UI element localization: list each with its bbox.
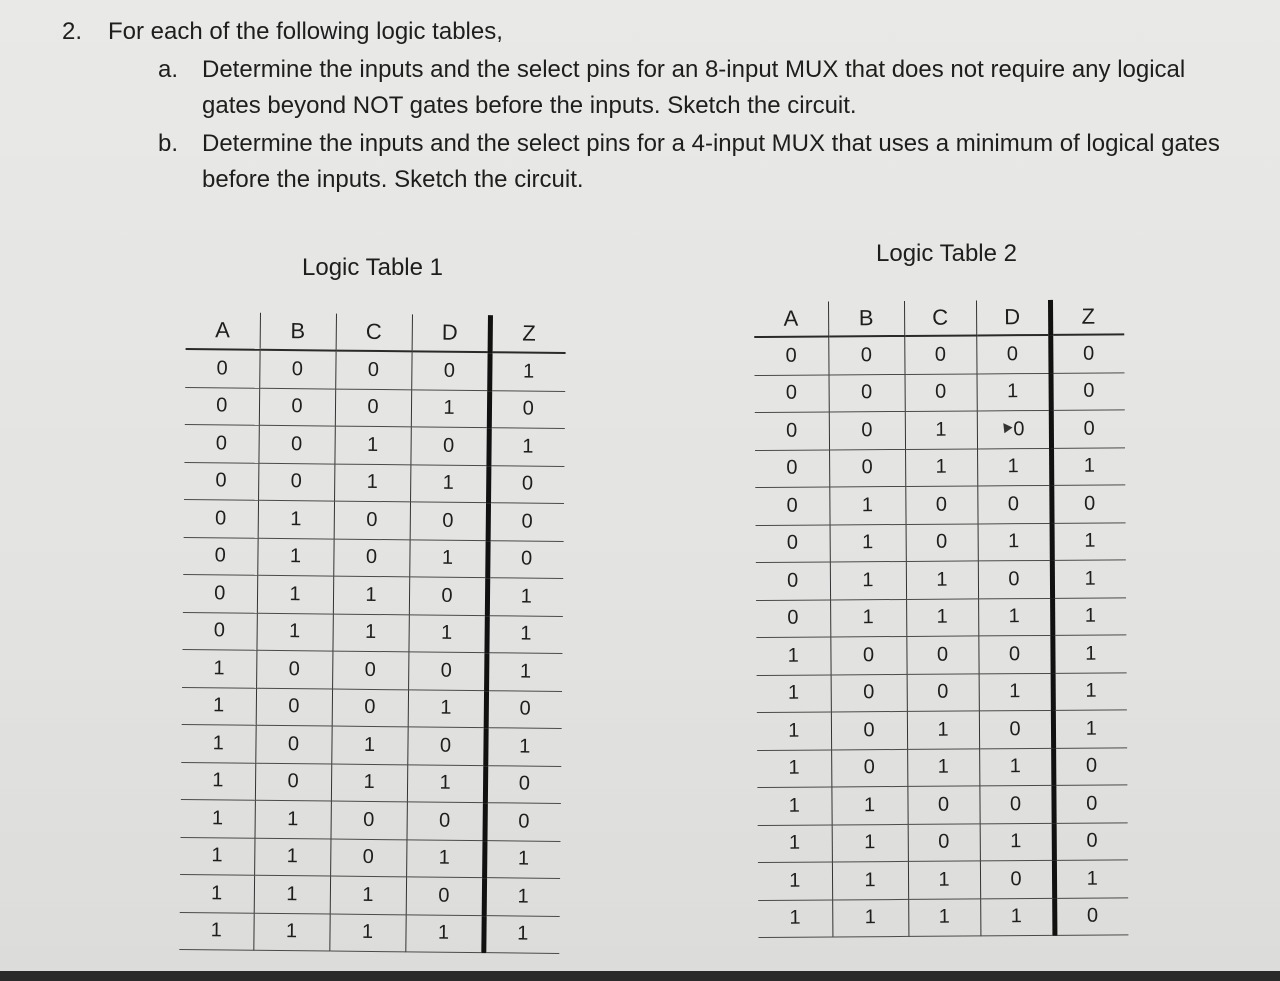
table-1-cell-c: 0 [334, 501, 410, 539]
table-2-cell-c: 1 [906, 598, 978, 636]
table-2-cell-c: 0 [905, 486, 977, 524]
table-2-cell-z: 0 [1054, 822, 1128, 860]
table-2-cell-c: 0 [907, 786, 979, 824]
table-1-cell-b: 1 [254, 838, 330, 876]
table-1-cell-z: 0 [488, 503, 564, 541]
table-1-cell-a: 0 [184, 499, 258, 537]
table-1-cell-d: 0 [409, 577, 487, 615]
table-1-cell-c: 1 [333, 576, 409, 614]
table-2-row [758, 897, 1128, 937]
logic-table-1-header-row [186, 312, 566, 353]
table-1-cell-d: 1 [409, 539, 487, 577]
table-1-cell-c: 1 [332, 614, 408, 652]
table-1-row [181, 799, 561, 840]
table-2-cell-b: 1 [832, 861, 908, 899]
table-1-cell-b: 1 [254, 800, 330, 838]
table-1-cell-d: 1 [411, 389, 489, 427]
table-1-cell-z: 1 [484, 840, 560, 878]
table-2-cell-z: 0 [1051, 410, 1125, 448]
table-2-cell-z: 1 [1051, 447, 1125, 485]
table-1-cell-c: 1 [334, 464, 410, 502]
table-1-cell-z: 1 [484, 878, 560, 916]
table-2-cell-b: 0 [831, 711, 907, 749]
table-1-row [184, 499, 564, 540]
table-2-cell-d [977, 410, 1051, 448]
table-2-row [756, 597, 1126, 637]
table-2-cell-d: 1 [979, 673, 1053, 711]
table-2-row [756, 635, 1126, 675]
table-1-cell-b: 0 [255, 725, 331, 763]
question-2 [62, 14, 1242, 198]
table-2-cell-d: 1 [977, 448, 1051, 486]
table-1-cell-c: 1 [331, 726, 407, 764]
table-2-cell-a: 1 [757, 749, 831, 787]
table-2-cell-d: 0 [977, 485, 1051, 523]
table-2-cell-b: 1 [832, 824, 908, 862]
table-1-cell-z: 1 [483, 915, 559, 953]
table-2-cell-c: 0 [906, 636, 978, 674]
part-a [158, 52, 1242, 124]
logic-table-2-header-row [754, 299, 1124, 337]
table-1-cell-d: 1 [408, 614, 486, 652]
table-2-cell-z: 1 [1053, 672, 1127, 710]
table-1-cell-b: 0 [256, 688, 332, 726]
table-1-cell-c: 1 [330, 876, 406, 914]
table-1-cell-c: 0 [333, 539, 409, 577]
table-1-cell-d: 0 [407, 727, 485, 765]
table-1-row [179, 912, 559, 953]
table-1-cell-a: 1 [180, 837, 254, 875]
table-1-cell-z: 0 [489, 390, 565, 428]
table-1-header-a: A [186, 312, 260, 350]
logic-table-2-title: Logic Table 2 [876, 240, 1017, 267]
table-2-cell-a: 1 [757, 787, 831, 825]
table-1-cell-a: 0 [184, 462, 258, 500]
table-2-row [754, 334, 1124, 375]
question-stem: For each of the following logic tables, [108, 18, 503, 45]
table-1-cell-a: 0 [185, 349, 259, 388]
table-1-row [185, 387, 565, 428]
table-2-cell-z: 0 [1053, 785, 1127, 823]
table-1-row [183, 537, 563, 578]
table-2-cell-a: 1 [758, 824, 832, 862]
table-2-cell-a: 0 [756, 599, 830, 637]
table-1-cell-z: 0 [487, 540, 563, 578]
table-1-cell-d: 0 [406, 802, 484, 840]
table-2-header-d: D [976, 300, 1050, 336]
table-2-row [757, 785, 1127, 825]
table-1-row [183, 574, 563, 615]
table-2-cell-z: 0 [1054, 897, 1128, 935]
table-1-cell-b: 0 [255, 763, 331, 801]
table-1-cell-a: 1 [179, 912, 253, 950]
table-2-cell-b: 0 [831, 674, 907, 712]
table-1-cell-c: 0 [330, 839, 406, 877]
table-1-cell-z: 1 [486, 653, 562, 691]
table-2-cell-a: 0 [755, 412, 829, 450]
table-1-row [185, 349, 565, 391]
table-1-row [182, 649, 562, 690]
logic-table-1-title: Logic Table 1 [302, 254, 443, 281]
table-1-cell-a: 0 [184, 424, 258, 462]
table-1-cell-c: 0 [335, 389, 411, 427]
table-2-cell-b: 1 [829, 486, 905, 524]
table-1-header-z: Z [490, 315, 566, 353]
table-1-cell-a: 1 [181, 724, 255, 762]
table-1-cell-b: 1 [257, 575, 333, 613]
table-1-cell-a: 1 [182, 687, 256, 725]
logic-table-1 [179, 312, 566, 954]
table-2-cell-b: 1 [832, 899, 908, 937]
table-1-cell-b: 1 [254, 875, 330, 913]
table-2-cell-c: 1 [906, 561, 978, 599]
table-1-cell-z: 0 [485, 765, 561, 803]
table-1-cell-c: 1 [331, 764, 407, 802]
table-1-cell-d: 1 [406, 839, 484, 877]
table-2-cell-z: 1 [1052, 635, 1126, 673]
table-1-row [184, 424, 564, 465]
table-2-row [755, 372, 1125, 412]
table-1-row [182, 612, 562, 653]
table-1-cell-d: 0 [411, 351, 489, 390]
table-2-cell-d: 1 [978, 523, 1052, 561]
table-2-cell-b: 0 [829, 449, 905, 487]
table-1-cell-z: 1 [489, 352, 565, 391]
table-2-row [757, 710, 1127, 750]
table-2-cell-c: 0 [908, 823, 980, 861]
table-2-cell-b: 0 [829, 374, 905, 412]
table-2-cell-a: 1 [757, 674, 831, 712]
table-1-cell-z: 1 [486, 615, 562, 653]
table-2-cell-c: 0 [907, 673, 979, 711]
table-1-cell-b: 0 [259, 388, 335, 426]
table-2-cell-z: 0 [1051, 372, 1125, 410]
table-2-cell-z: 0 [1051, 485, 1125, 523]
screen-bottom-edge [0, 971, 1280, 981]
table-1-cell-a: 1 [181, 799, 255, 837]
table-2-header-z: Z [1050, 299, 1124, 335]
table-2-cell-c: 0 [904, 335, 976, 374]
table-1-cell-b: 1 [256, 613, 332, 651]
table-1-cell-d: 0 [410, 427, 488, 465]
table-1-cell-b: 0 [256, 650, 332, 688]
table-1-cell-a: 0 [183, 574, 257, 612]
question-number: 2. [62, 18, 83, 45]
table-1-row [180, 837, 560, 878]
part-b [158, 126, 1242, 198]
table-2-cell-a: 0 [754, 336, 828, 375]
table-1-cell-d: 1 [410, 464, 488, 502]
table-1-cell-d: 0 [408, 652, 486, 690]
table-2-cell-b: 0 [831, 749, 907, 787]
table-1-cell-a: 0 [183, 537, 257, 575]
table-2-cell-d: 1 [980, 898, 1054, 936]
table-2-cell-b: 0 [830, 636, 906, 674]
table-1-row [184, 462, 564, 503]
table-1-cell-z: 1 [485, 728, 561, 766]
mouse-cursor-icon [1000, 420, 1013, 433]
table-1-cell-c: 0 [335, 351, 411, 390]
table-2-cell-a: 0 [755, 487, 829, 525]
table-1-cell-d: 1 [408, 689, 486, 727]
table-2-cell-c: 0 [906, 523, 978, 561]
table-1-cell-c: 1 [334, 426, 410, 464]
table-2-cell-a: 1 [757, 712, 831, 750]
table-1-cell-b: 1 [253, 913, 329, 951]
table-2-cell-z: 0 [1050, 334, 1124, 373]
table-2-cell-c: 1 [907, 748, 979, 786]
part-a-label: a. [158, 56, 179, 83]
table-1-cell-z: 1 [487, 578, 563, 616]
table-2-cell-a: 0 [756, 562, 830, 600]
table-2-cell-z: 1 [1053, 710, 1127, 748]
table-2-cell-c: 1 [905, 448, 977, 486]
table-2-row [758, 860, 1128, 900]
table-2-cell-a: 0 [755, 449, 829, 487]
table-2-cell-b: 0 [829, 411, 905, 449]
table-2-row [755, 447, 1125, 487]
table-2-header-b: B [828, 301, 904, 337]
table-2-cell-c: 1 [905, 411, 977, 449]
table-2-cell-b: 1 [830, 561, 906, 599]
table-2-row [758, 822, 1128, 862]
table-2-cell-d: 0 [978, 560, 1052, 598]
table-1-cell-c: 0 [332, 689, 408, 727]
table-2-cell-z: 1 [1052, 560, 1126, 598]
part-a-text: Determine the inputs and the select pins for an 8-input MUX that does not require any logical gates beyond NOT gates before the inputs. Sketch the circuit. [202, 56, 1186, 119]
table-2-cell-d: 1 [977, 373, 1051, 411]
table-2-cell-b: 1 [830, 524, 906, 562]
table-2-cell-a: 1 [758, 862, 832, 900]
table-1-cell-c: 0 [332, 651, 408, 689]
table-2-cell-a: 1 [758, 899, 832, 937]
table-2-cell-b: 1 [830, 599, 906, 637]
table-2-row [756, 560, 1126, 600]
table-2-header-a: A [754, 301, 828, 337]
table-1-cell-b: 0 [258, 463, 334, 501]
table-1-cell-a: 1 [181, 762, 255, 800]
table-2-header-c: C [904, 300, 976, 336]
table-1-header-d: D [412, 314, 490, 352]
table-2-row [757, 672, 1127, 712]
table-2-cell-value: 0 [1013, 417, 1025, 440]
table-2-cell-z: 1 [1052, 522, 1126, 560]
table-1-cell-b: 0 [259, 350, 335, 389]
table-2-cell-d: 1 [978, 598, 1052, 636]
part-b-text: Determine the inputs and the select pins for a 4-input MUX that uses a minimum of logical gates before the inputs. Sketch the circuit. [202, 130, 1220, 193]
table-1-row [181, 724, 561, 765]
table-1-cell-d: 1 [405, 914, 483, 952]
table-1-cell-z: 0 [484, 803, 560, 841]
table-2-cell-d: 0 [978, 635, 1052, 673]
table-1-header-c: C [336, 314, 412, 352]
table-2-cell-a: 0 [756, 524, 830, 562]
table-1-row [181, 762, 561, 803]
table-2-cell-d: 0 [979, 710, 1053, 748]
table-2-cell-d: 0 [979, 785, 1053, 823]
table-2-row [756, 522, 1126, 562]
table-2-cell-b: 0 [828, 336, 904, 375]
table-1-cell-z: 1 [488, 428, 564, 466]
table-1-cell-b: 1 [258, 500, 334, 538]
table-1-cell-z: 0 [488, 465, 564, 503]
table-1-row [182, 687, 562, 728]
table-1-cell-c: 1 [329, 914, 405, 952]
part-b-label: b. [158, 130, 179, 157]
table-2-cell-c: 0 [905, 373, 977, 411]
table-1-cell-d: 1 [407, 764, 485, 802]
table-1-cell-b: 1 [257, 538, 333, 576]
table-1-header-b: B [260, 313, 336, 351]
table-2-cell-z: 1 [1052, 597, 1126, 635]
table-2-cell-z: 0 [1053, 747, 1127, 785]
logic-table-2 [754, 299, 1128, 938]
table-1-cell-a: 0 [185, 387, 259, 425]
table-1-cell-a: 1 [182, 649, 256, 687]
table-1-cell-d: 0 [410, 502, 488, 540]
table-2-cell-b: 1 [831, 786, 907, 824]
table-2-cell-c: 1 [908, 861, 980, 899]
table-2-row [755, 485, 1125, 525]
table-1-cell-d: 0 [406, 877, 484, 915]
table-1-cell-a: 1 [180, 874, 254, 912]
table-2-cell-z: 1 [1054, 860, 1128, 898]
table-1-cell-c: 0 [330, 801, 406, 839]
table-2-cell-d: 0 [976, 335, 1050, 374]
table-2-cell-d: 1 [980, 823, 1054, 861]
table-2-cell-c: 1 [907, 711, 979, 749]
table-2-cell-c: 1 [908, 898, 980, 936]
table-2-row [757, 747, 1127, 787]
table-1-row [180, 874, 560, 915]
table-1-cell-b: 0 [258, 425, 334, 463]
table-2-cell-a: 0 [755, 374, 829, 412]
table-1-cell-a: 0 [182, 612, 256, 650]
table-2-cell-d: 0 [980, 860, 1054, 898]
table-1-cell-z: 0 [486, 690, 562, 728]
table-2-cell-a: 1 [756, 637, 830, 675]
table-2-cell-d: 1 [979, 748, 1053, 786]
table-2-row [755, 410, 1125, 450]
